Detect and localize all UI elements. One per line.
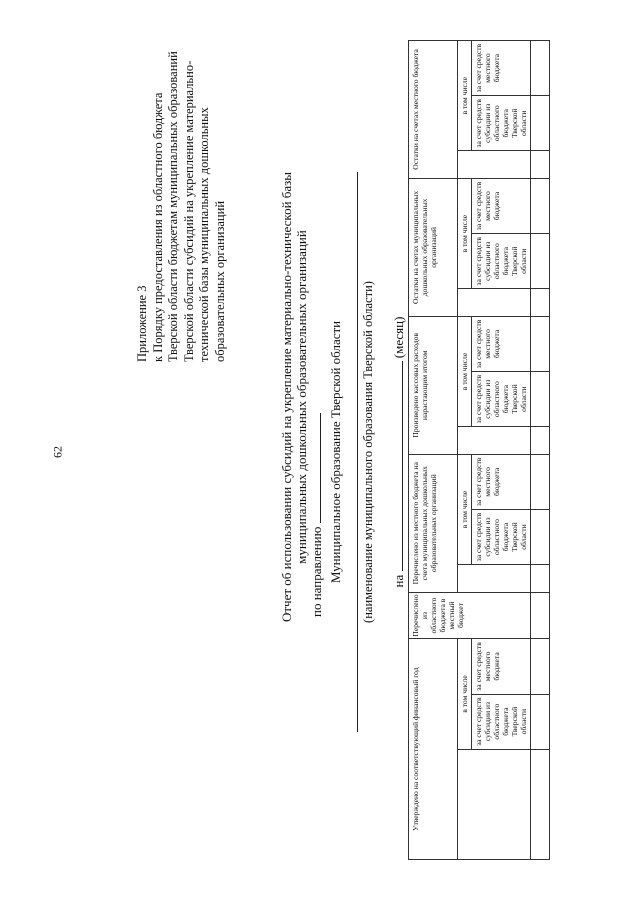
header-balance-local: Остатки на счетах местного бюджета: [409, 41, 458, 179]
table-cell[interactable]: [531, 96, 550, 151]
table-cell[interactable]: [531, 316, 550, 371]
header-sub-local: за счет средств местного бюджета: [472, 178, 531, 233]
header-sub-regional: за счет средств субсидии из областного бюджета Тверской области: [472, 509, 531, 564]
report-heading: [279, 117, 324, 677]
appendix-header: [135, 42, 228, 362]
header-transferred-local-total: [458, 565, 531, 593]
report-title-line2: муниципальных дошкольных образовательных организаций: [294, 230, 309, 564]
header-expenses: Произведено кассовых расходов нарастающим итогом: [409, 316, 458, 454]
report-table: [408, 40, 550, 860]
appendix-title: Приложение 3: [135, 285, 149, 362]
table-cell[interactable]: [531, 151, 550, 179]
period-blank-field[interactable]: [391, 361, 403, 571]
header-balance-orgs: Остатки на счетах муниципальных дошкольных образовательных организаций: [409, 178, 458, 316]
municipality-rule: [357, 172, 358, 732]
direction-blank-field[interactable]: [309, 413, 321, 523]
appendix-text-line: к Порядку предоставления из областного бюджета: [150, 92, 165, 362]
header-expenses-total: [458, 427, 531, 455]
period-suffix: (месяц): [391, 316, 406, 359]
table-cell[interactable]: [531, 427, 550, 455]
period-prefix: на: [391, 574, 406, 588]
table-cell[interactable]: [531, 454, 550, 509]
header-sub-regional: за счет средств субсидии из областного бюджета Тверской области: [472, 694, 531, 749]
page-number: 62: [50, 446, 65, 458]
header-approved: Утверждено на соответствующий финансовый год: [409, 639, 458, 860]
header-sub-regional: за счет средств субсидии из областного бюджета Тверской области: [472, 372, 531, 427]
period-line: [391, 242, 407, 662]
table-cell[interactable]: [531, 565, 550, 593]
header-transferred-local: Перечислено из местного бюджета на счета муниципальных дошкольных образовательных организаций: [409, 454, 458, 592]
appendix-text-line: технической базы муниципальных дошкольных: [197, 107, 211, 362]
header-including: в том числе: [458, 316, 472, 426]
rotated-page-content: [95, 22, 545, 882]
table-cell[interactable]: [531, 234, 550, 289]
table-cell[interactable]: [531, 749, 550, 859]
table-cell[interactable]: [531, 41, 550, 96]
appendix-text-line: Тверской области субсидий на укрепление материально-: [181, 60, 196, 362]
municipality-name: Муниципальное образование Тверской области: [328, 320, 343, 584]
header-sub-regional: за счет средств субсидии из областного бюджета Тверской области: [472, 234, 531, 289]
header-including: в том числе: [458, 454, 472, 564]
table-cell[interactable]: [531, 592, 550, 639]
direction-label: по направлению: [309, 526, 324, 617]
header-sub-local: за счет средств местного бюджета: [472, 41, 531, 96]
table-cell[interactable]: [531, 509, 550, 564]
appendix-text-line: образовательных организаций: [212, 200, 227, 362]
header-including: в том числе: [458, 41, 472, 151]
table-row: [531, 41, 550, 860]
municipality-caption: (наименование муниципального образования Тверской области): [361, 281, 375, 623]
table-cell[interactable]: [531, 289, 550, 317]
header-including: в том числе: [458, 639, 472, 749]
table-cell[interactable]: [531, 639, 550, 694]
header-sub-local: за счет средств местного бюджета: [472, 316, 531, 371]
table-cell[interactable]: [531, 178, 550, 233]
header-transferred-regional: Перечислено из областного бюджета в местный бюджет: [409, 592, 531, 639]
header-sub-local: за счет средств местного бюджета: [472, 454, 531, 509]
report-title: Отчет об использовании субсидий на укрепление материально-технической базы: [279, 171, 294, 623]
direction-line: [309, 117, 324, 677]
header-balance-orgs-total: [458, 289, 531, 317]
header-sub-local: за счет средств местного бюджета: [472, 639, 531, 694]
appendix-text-line: Тверской области бюджетам муниципальных образований: [166, 51, 180, 362]
header-sub-regional: за счет средств субсидии из областного бюджета Тверской области: [472, 96, 531, 151]
table-cell[interactable]: [531, 372, 550, 427]
header-approved-total: [458, 749, 531, 859]
header-including: в том числе: [458, 178, 472, 288]
header-balance-local-total: [458, 151, 531, 179]
table-cell[interactable]: [531, 694, 550, 749]
